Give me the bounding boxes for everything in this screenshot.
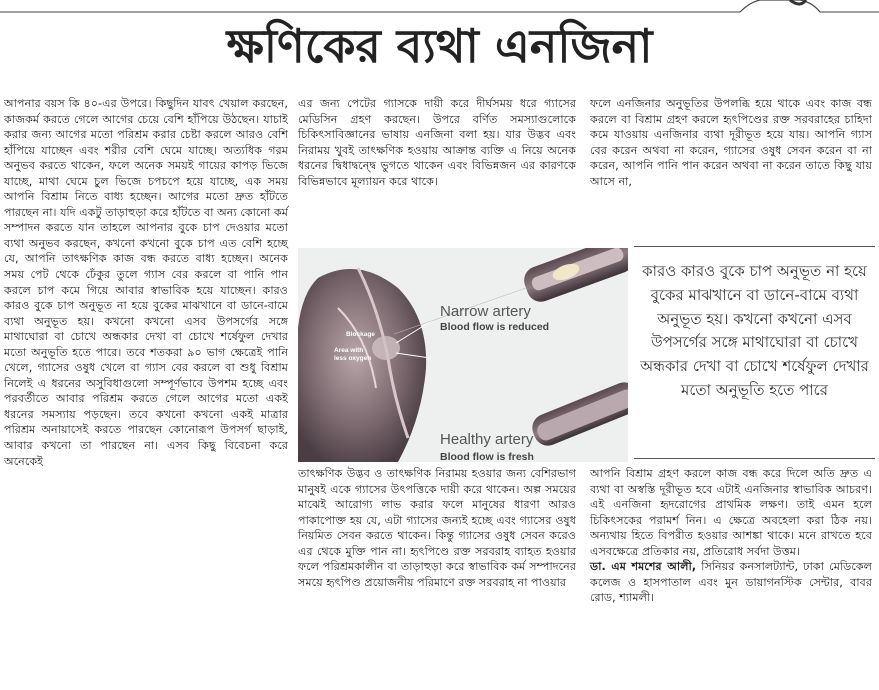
pull-quote-bottom-rule: [634, 458, 875, 459]
heart-illustration-svg: [298, 248, 628, 462]
article-paragraph: তাৎক্ষণিক উদ্ভব ও তাৎক্ষণিক নিরাময় হওয়ার জন্য বেশিরভাগ মানুষই একে গ্যাসের উৎপত্তিকে দায়ী করে থাকেন। অল্প সময়ের মাঝেই আরোগ্য লাভ করার ফলে মানুষের ধারণা আরও পাকাপোক্ত হয় যে, এটা গ্যাসের জন্যই হচ্ছে এবং গ্যাসের ওষুধ নিয়মিত সেবন করতে থাকেন। কিন্তু গ্যাসের ওষুধ সেবন করেও এর থেকে মুক্তি পান না। হৃৎপিণ্ডে রক্ত সরবরাহ ব্যাহত হওয়ার ফলে পরিশ্রমকালীন বা তাড়াহুড়া করে স্বাভাবিক কর্ম সম্পাদনের সময়ে হৃৎপিণ্ড প্রয়োজনীয় পরিমাণে রক্ত সরবরাহ না পাওয়ার: [298, 467, 576, 589]
author-info: সিনিয়র কনসালট্যান্ট, ঢাকা মেডিকেল কলেজ ও হাসপাতাল এবং মুন ডায়াগনস্টিক সেন্টার, বাবর রোড, শ্যামলী।: [590, 560, 873, 605]
article-title: ক্ষণিকের ব্যথা এনজিনা: [226, 19, 653, 73]
healthy-artery-caption: Blood flow is fresh: [440, 451, 534, 462]
article-paragraph: আপনার বয়স কি ৪০-এর উপরে। কিছুদিন যাবৎ খেয়াল করছেন, কাজকর্ম করতে গেলে আগের চেয়ে বেশি হাঁপিয়ে উঠছেন। যাচাই করার জন্য আগের মতো পরিশ্রম করার চেষ্টা করলে আরও বেশি হাঁপিয়ে যাচ্ছেন এবং শরীর বেশি ঘেমে যাচ্ছে। অত্যধিক গরম অনুভব করতে থাকেন, ফলে অনেক সময়ই গায়ের কাপড় ভিজে যাচ্ছে, মাথা ঘেমে চুল ভিজে চপচপে হয়ে যাচ্ছে, এক সময় আপনি বিশ্রাম নিতে বাধ্য হচ্ছেন। আগের মতো দ্রুত হাঁটতে পারছেন না। যদি একটু তাড়াহুড়া করে হাঁটতে বা অন্য কোনো কর্ম সম্পাদন করতে যান তাহলে আপনার বুকে চাপ দেওয়ার মতো ব্যথা অনুভব করছেন, কখনো কখনো বুকে চাপ এত বেশি হচ্ছে যে, আপনি তাৎক্ষণিক কাজ বন্ধ করতে বাধ্য হচ্ছেন। অনেক সময় পেট থেকে ঢেঁকুর তুলে গ্যাস বের করলে বা পানি পান করলে চাপ কমে গিয়ে আবার স্বাভাবিক হয়ে যাচ্ছেন। কারও কারও বুকে চাপ অনুভূত না হয়ে বুকের মাঝখানে বা ডানে-বামে ব্যথা অনুভূত হয়। কখনো কখনো এসব উপসর্গের সঙ্গে মাথাঘোরা বা চোখে অন্ধকার দেখা বা চোখে শর্ষেফুল দেখার মতো অনুভূতি হতে পারে। তবে শতকরা ৯০ ভাগ ক্ষেত্রেই পানি খেলে, গ্যাসের ওষুধ খেলে বা গ্যাস বের করলে বা শুধু বিশ্রাম নিলেই এ ধরনের অসুবিধাগুলো সম্পূর্ণভাবে উপশম হচ্ছে এবং পরবর্তীতে আবার পরিশ্রম করতে গেলে আগের মতো একই ধরনের সমস্যায় পড়ছেন। তবে কখনো কখনো একই মাত্রার পরিশ্রম অনায়াসেই করতে পারছেন কোনোরূপ উপসর্গ ছাড়াই, আবার কখনো তা পারছেন না। এসব কিছু বিবেচনা করে অনেকেই: [4, 97, 288, 468]
blockage-label: Blockage: [346, 331, 375, 338]
article-column-2-top: [298, 96, 576, 189]
author-credit: [590, 559, 872, 606]
narrow-artery-label: Narrow artery: [440, 303, 531, 320]
article-column-3-top: [590, 96, 872, 189]
article-column-3-bottom: [590, 466, 872, 606]
header-decoration: [0, 0, 879, 16]
heart-artery-illustration: [298, 248, 628, 462]
article-column-1: [4, 96, 288, 469]
article-paragraph: আপনি বিশ্রাম গ্রহণ করলে কাজ বন্ধ করে দিলে অতি দ্রুত এ ব্যথা বা অস্বস্তি দূরীভূত হবে এটাই এনজিনার স্বাভাবিক আচরণ। এই এনজিনা হৃদরোগের প্রাথমিক লক্ষণ। তাই এমন হলে চিকিৎসকের পরামর্শ নিন। এ ক্ষেত্রে অবহেলা করা ঠিক নয়। অন্যথায় হিতে বিপরীত হওয়ার আশঙ্কা থাকে। মনে রাখতে হবে এসবক্ষেত্রে প্রতিকার নয়, প্রতিরোধ সর্বদা উত্তম।: [590, 467, 872, 558]
healthy-artery-label: Healthy artery: [440, 431, 534, 448]
author-name: ডা. এম শমশের আলী,: [590, 560, 697, 574]
article-paragraph: ফলে এনজিনার অনুভূতির উপলব্ধি হয়ে থাকে এবং কাজ বন্ধ করলে বা বিশ্রাম গ্রহণ করলে হৃৎপিণ্ডের রক্ত সরবরাহের চাহিদা কমে যাওয়ায় এনজিনার ব্যথা দূরীভূত হয়ে যায়। আপনি গ্যাস বের করেন অথবা না করেন, গ্যাসের ওষুধ সেবন করেন বা না করেন, আপনি পানি পান করেন অথবা না করেন তাতে কিছু যায় আসে না,: [590, 97, 872, 188]
pull-quote-text: কারও কারও বুকে চাপ অনুভূত না হয়ে বুকের মাঝখানে বা ডানে-বামে ব্যথা অনুভূত হয়। কখনো কখনো এসব উপসর্গের সঙ্গে মাথাঘোরা বা চোখে অন্ধকার দেখা বা চোখে শর্ষেফুল দেখার মতো অনুভূতি হতে পারে: [640, 262, 869, 399]
article-paragraph: এর জন্য পেটের গ্যাসকে দায়ী করে দীর্ঘসময় ধরে গ্যাসের মেডিসিন গ্রহণ করছেন। উপরে বর্ণিত সমস্যাগুলোকে চিকিৎসাবিজ্ঞানের ভাষায় এনজিনা বলা হয়। যার উদ্ভব এবং নিরাময় খুবই তাৎক্ষণিক হওয়ায় আক্রান্ত ব্যক্তি এ নিয়ে অনেক ধরনের দ্বিধাদ্বন্দ্বে ভুগতে থাকেন এবং বিভিন্নজন এর কারণকে বিভিন্নভাবে মূল্যায়ন করে থাকে।: [298, 97, 576, 188]
pull-quote-top-rule: [634, 246, 875, 247]
area-label-2: less oxygen: [334, 355, 372, 362]
article-column-2-bottom: [298, 466, 576, 590]
narrow-artery-caption: Blood flow is reduced: [440, 321, 550, 333]
area-label-1: Area with: [334, 347, 364, 354]
pull-quote: [634, 246, 875, 460]
